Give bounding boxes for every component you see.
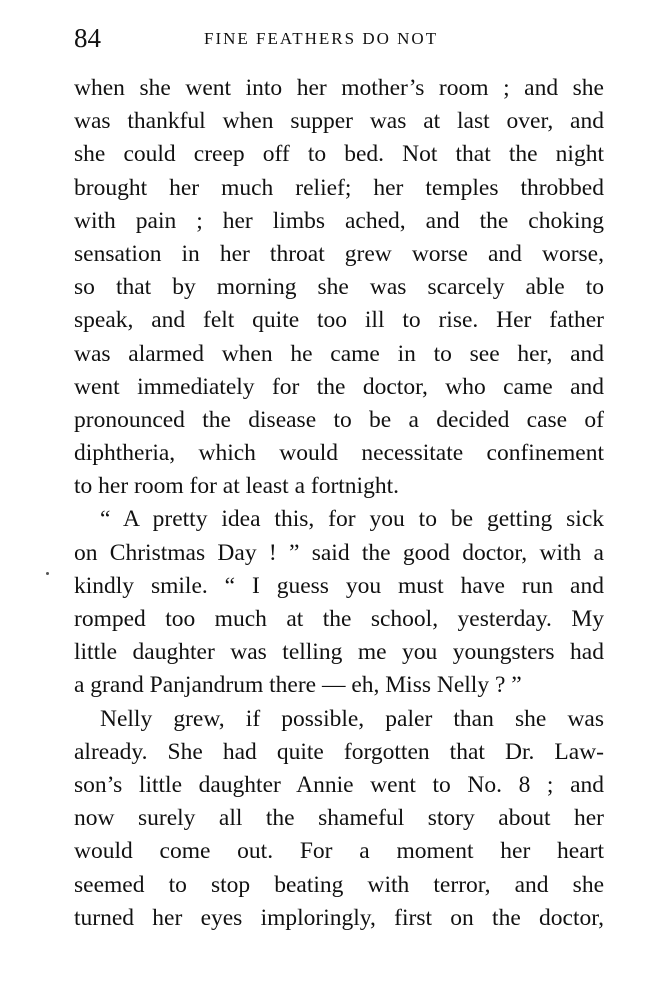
text-line: diphtheria, which would necessitate confinement: [74, 440, 604, 467]
text-line: Nelly grew, if possible, paler than she was: [100, 705, 604, 732]
text-line: “ A pretty idea this, for you to be getting sick: [100, 506, 604, 533]
text-line: with pain ; her limbs ached, and the choking: [74, 207, 604, 234]
text-line: seemed to stop beating with terror, and she: [74, 871, 604, 898]
text-line: was alarmed when he came in to see her, and: [74, 340, 604, 367]
text-line: was thankful when supper was at last over, and: [74, 108, 604, 135]
text-line: sensation in her throat grew worse and worse,: [74, 240, 604, 267]
text-line: so that by morning she was scarcely able to: [74, 274, 604, 301]
text-line: a grand Panjandrum there — eh, Miss Nelly ? ”: [74, 672, 522, 699]
text-line: speak, and felt quite too ill to rise. Her father: [74, 307, 604, 334]
text-line: already. She had quite forgotten that Dr. Law-: [74, 738, 604, 765]
page-number: 84: [74, 23, 101, 53]
text-line: would come out. For a moment her heart: [74, 838, 604, 865]
body-text: [74, 72, 604, 935]
text-line: now surely all the shameful story about her: [74, 805, 604, 832]
text-line: son’s little daughter Annie went to No. 8 ; and: [74, 771, 604, 798]
margin-mark: [46, 572, 49, 575]
text-line: went immediately for the doctor, who came and: [74, 373, 604, 400]
text-line: on Christmas Day ! ” said the good doctor, with a: [74, 539, 604, 566]
text-line: she could creep off to bed. Not that the night: [74, 141, 604, 168]
running-head: FINE FEATHERS DO NOT: [204, 29, 439, 48]
text-line: little daughter was telling me you youngsters had: [74, 639, 604, 666]
text-line: kindly smile. “ I guess you must have run and: [74, 572, 604, 599]
text-line: romped too much at the school, yesterday. My: [74, 606, 604, 632]
text-line: to her room for at least a fortnight.: [74, 473, 399, 500]
text-line: when she went into her mother’s room ; and she: [74, 75, 604, 101]
text-line: turned her eyes imploringly, first on the doctor,: [74, 904, 604, 931]
text-line: pronounced the disease to be a decided case of: [74, 406, 604, 433]
text-line: brought her much relief; her temples throbbed: [74, 174, 604, 201]
page-header: [74, 22, 606, 54]
